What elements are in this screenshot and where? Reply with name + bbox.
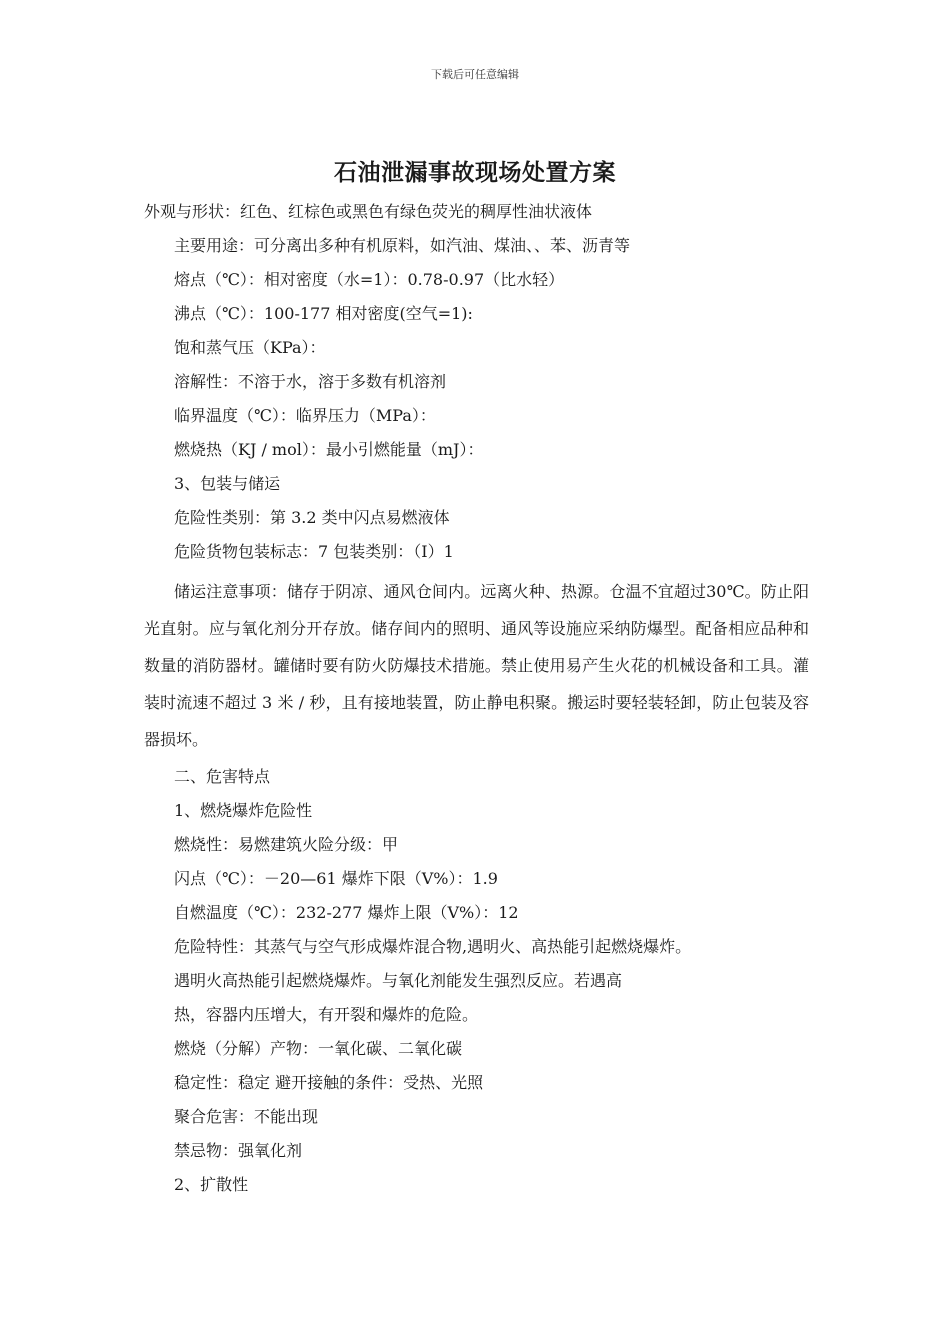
- text-line: 自燃温度（℃）：232-277 爆炸上限（V%）：12: [174, 903, 519, 922]
- text-line: 危险特性：其蒸气与空气形成爆炸混合物,遇明火、高热能引起燃烧爆炸。: [174, 937, 692, 956]
- text-line: 外观与形状：红色、红棕色或黑色有绿色荧光的稠厚性油状液体: [144, 202, 593, 221]
- text-line: 熔点（℃）：相对密度（水=1）：0.78-0.97（比水轻）: [174, 270, 565, 289]
- text-line: 闪点（℃）：－20—61 爆炸下限（V%）：1.9: [174, 869, 498, 888]
- storage-paragraph: 储运注意事项：储存于阴凉、通风仓间内。远离火种、热源。仓温不宜超过30℃。防止阳光直射。应与氧化剂分开存放。储存间内的照明、通风等设施应采纳防爆型。配备相应品种和数量的消防器材。罐储时要有防火防爆技术措施。禁止使用易产生火花的机械设备和工具。灌装时流速不超过 3 米 / 秒，且有接地装置，防止静电积聚。搬运时要轻装轻卸，防止包装及容器损坏。: [144, 582, 809, 749]
- text-line: 沸点（℃）：100-177 相对密度(空气=1):: [174, 304, 473, 323]
- text-line: 危险货物包装标志：7 包装类别：（I）1: [174, 542, 454, 561]
- text-line: 热，容器内压增大，有开裂和爆炸的危险。: [174, 1005, 479, 1024]
- text-line: 危险性类别：第 3.2 类中闪点易燃液体: [174, 508, 450, 527]
- text-line: 饱和蒸气压（KPa）：: [174, 338, 326, 357]
- text-line: 临界温度（℃）：临界压力（MPa）：: [174, 406, 436, 425]
- header-note: 下载后可任意编辑: [431, 68, 519, 81]
- document-title: 石油泄漏事故现场处置方案: [334, 160, 616, 186]
- text-line: 遇明火高热能引起燃烧爆炸。与氧化剂能发生强烈反应。若遇高: [174, 971, 623, 990]
- section-heading: 1、燃烧爆炸危险性: [174, 801, 313, 820]
- text-line: 燃烧热（KJ / mol）：最小引燃能量（mJ）：: [174, 440, 484, 459]
- text-line: 稳定性：稳定 避开接触的条件：受热、光照: [174, 1073, 484, 1092]
- text-line: 燃烧性：易燃建筑火险分级：甲: [174, 835, 399, 854]
- text-line: 主要用途：可分离出多种有机原料，如汽油、煤油、、苯、沥青等: [174, 236, 631, 255]
- text-line: 燃烧（分解）产物：一氧化碳、二氧化碳: [174, 1039, 463, 1058]
- text-line: 聚合危害：不能出现: [174, 1107, 319, 1126]
- document-body: [144, 195, 824, 1202]
- section-heading: 二、危害特点: [174, 767, 271, 786]
- text-line: 禁忌物：强氧化剂: [174, 1141, 303, 1160]
- section-heading: 3、包装与储运: [174, 474, 281, 493]
- text-line: 溶解性：不溶于水，溶于多数有机溶剂: [174, 372, 447, 391]
- section-heading: 2、扩散性: [174, 1175, 249, 1194]
